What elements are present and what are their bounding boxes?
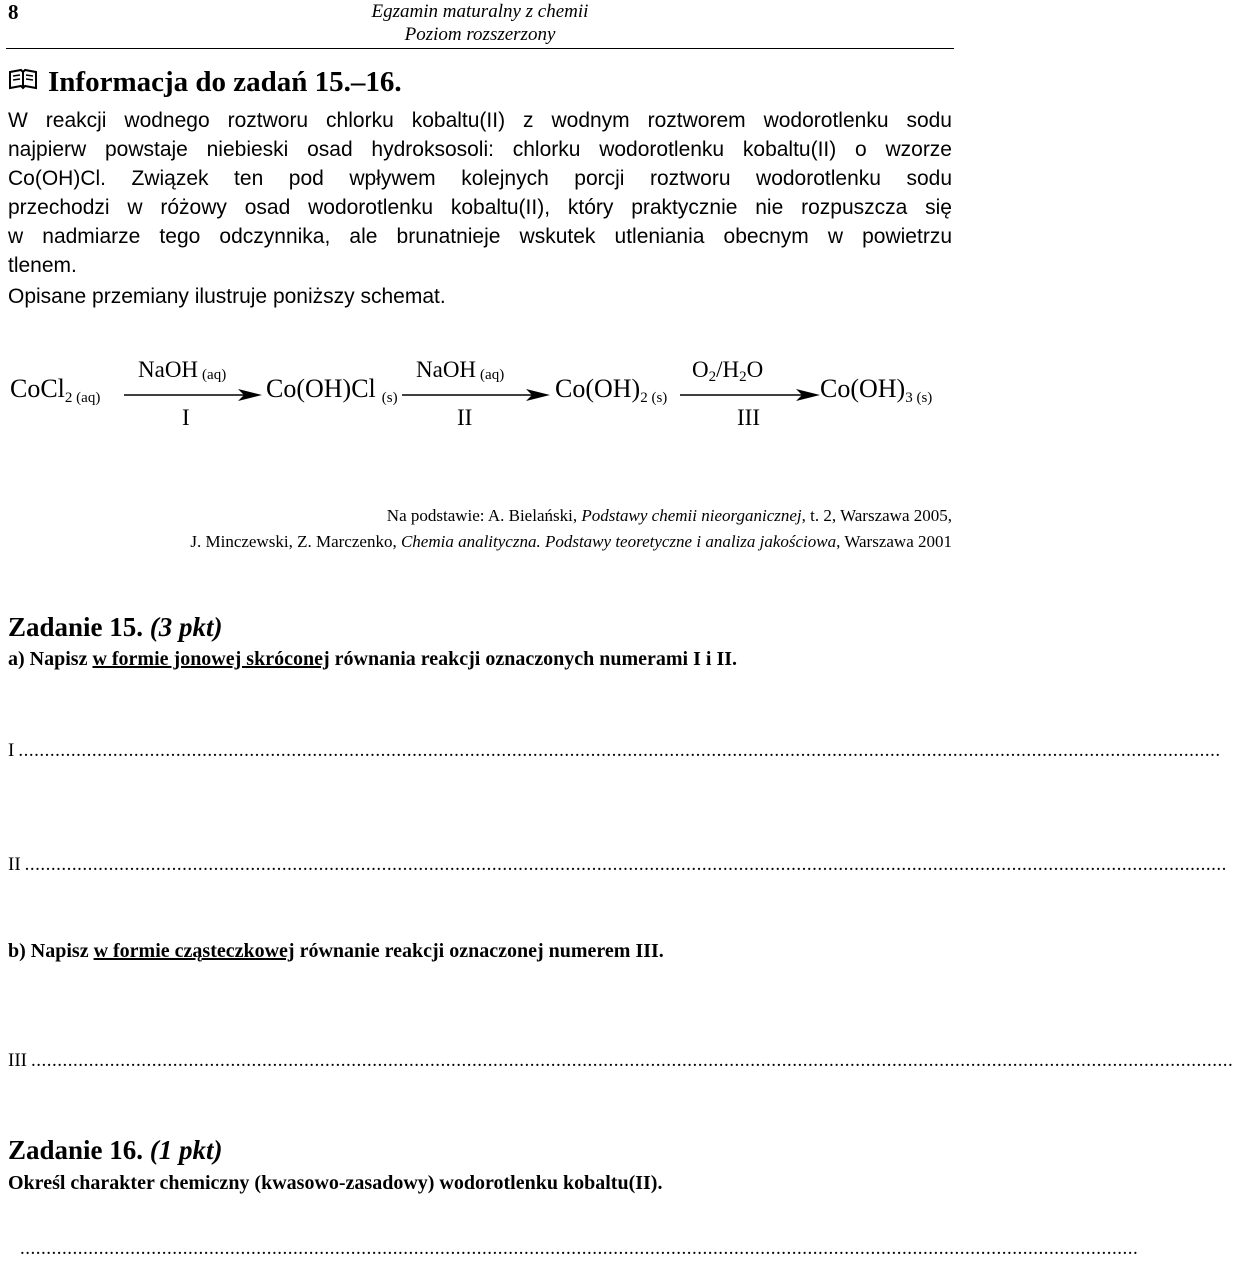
info-heading: [8, 66, 402, 99]
page-number: 8: [8, 0, 19, 24]
reaction-number-1: I: [182, 405, 190, 430]
task-15a-instruction: a) Napisz w formie jonowej skróconej równania reakcji oznaczonych numerami I i II.: [8, 648, 738, 670]
info-line-6: tlenem.: [8, 254, 77, 277]
info-heading-text: Informacja do zadań 15.–16.: [48, 66, 402, 98]
task-16-question: Określ charakter chemiczny (kwasowo-zasadowy) wodorotlenku kobaltu(II).: [8, 1172, 663, 1194]
task-15b-instruction: b) Napisz w formie cząsteczkowej równanie reakcji oznaczonej numerem III.: [8, 940, 664, 962]
answer-dots-II: .....................................................................................................................................................................................................................................: [24, 854, 1227, 875]
task-15-title: Zadanie 15. (3 pkt): [8, 612, 223, 642]
info-line-5: w nadmiarze tego odczynnika, ale brunatnieje wskutek utleniania obecnym w powietrzu: [8, 225, 952, 248]
answer-line-II[interactable]: [8, 854, 1227, 876]
reaction-number-3: III: [737, 405, 760, 430]
reagent-2: NaOH (aq): [416, 357, 505, 383]
book-icon: [8, 66, 38, 99]
header-divider: [6, 48, 954, 49]
substance-cocl2: CoCl2 (aq): [10, 374, 101, 406]
info-line-1: W reakcji wodnego roztworu chlorku kobaltu(II) z wodnym roztworem wodorotlenku sodu: [8, 109, 952, 132]
answer-line-I[interactable]: [8, 740, 1221, 762]
info-line-2: najpierw powstaje niebieski osad hydroksosoli: chlorku wodorotlenku kobaltu(II) o wzorze: [8, 138, 952, 161]
source-line-1: Na podstawie: A. Bielański, Podstawy chemii nieorganicznej, t. 2, Warszawa 2005,: [386, 506, 952, 525]
exam-title: Egzamin maturalny z chemii: [371, 1, 589, 22]
substance-cooh3: Co(OH)3 (s): [820, 374, 933, 406]
info-line-4: przechodzi w różowy osad wodorotlenku kobaltu(II), który praktycznie nie rozpuszcza się: [8, 196, 952, 219]
answer-dots-16: .....................................................................................................................................................................................................................: [20, 1238, 1139, 1259]
answer-label-III: III: [8, 1050, 27, 1071]
answer-line-16[interactable]: [8, 1238, 1139, 1260]
answer-dots-III: .....................................................................................................................................................................................................................................: [30, 1050, 1233, 1071]
answer-label-II: II: [8, 854, 21, 875]
answer-label-I: I: [8, 740, 15, 761]
info-line-3: Co(OH)Cl. Związek ten pod wpływem kolejnych porcji roztworu wodorotlenku sodu: [8, 167, 952, 190]
reagent-3: O2/H2O: [692, 357, 764, 385]
answer-line-III[interactable]: [8, 1050, 1233, 1072]
reaction-scheme: [0, 345, 960, 445]
substance-cooh-cl: Co(OH)Cl (s): [266, 374, 398, 406]
source-line-2: J. Minczewski, Z. Marczenko, Chemia analityczna. Podstawy teoretyczne i analiza jakościowa, Warszawa 2001: [190, 532, 952, 551]
answer-dots-I: .....................................................................................................................................................................................................................................: [18, 740, 1221, 761]
exam-level: Poziom rozszerzony: [404, 24, 556, 45]
task-16-title: Zadanie 16. (1 pkt): [8, 1135, 223, 1165]
substance-cooh2: Co(OH)2 (s): [555, 374, 668, 406]
scheme-intro: Opisane przemiany ilustruje poniższy schemat.: [8, 285, 446, 308]
reagent-1: NaOH (aq): [138, 357, 227, 383]
reaction-number-2: II: [457, 405, 473, 430]
